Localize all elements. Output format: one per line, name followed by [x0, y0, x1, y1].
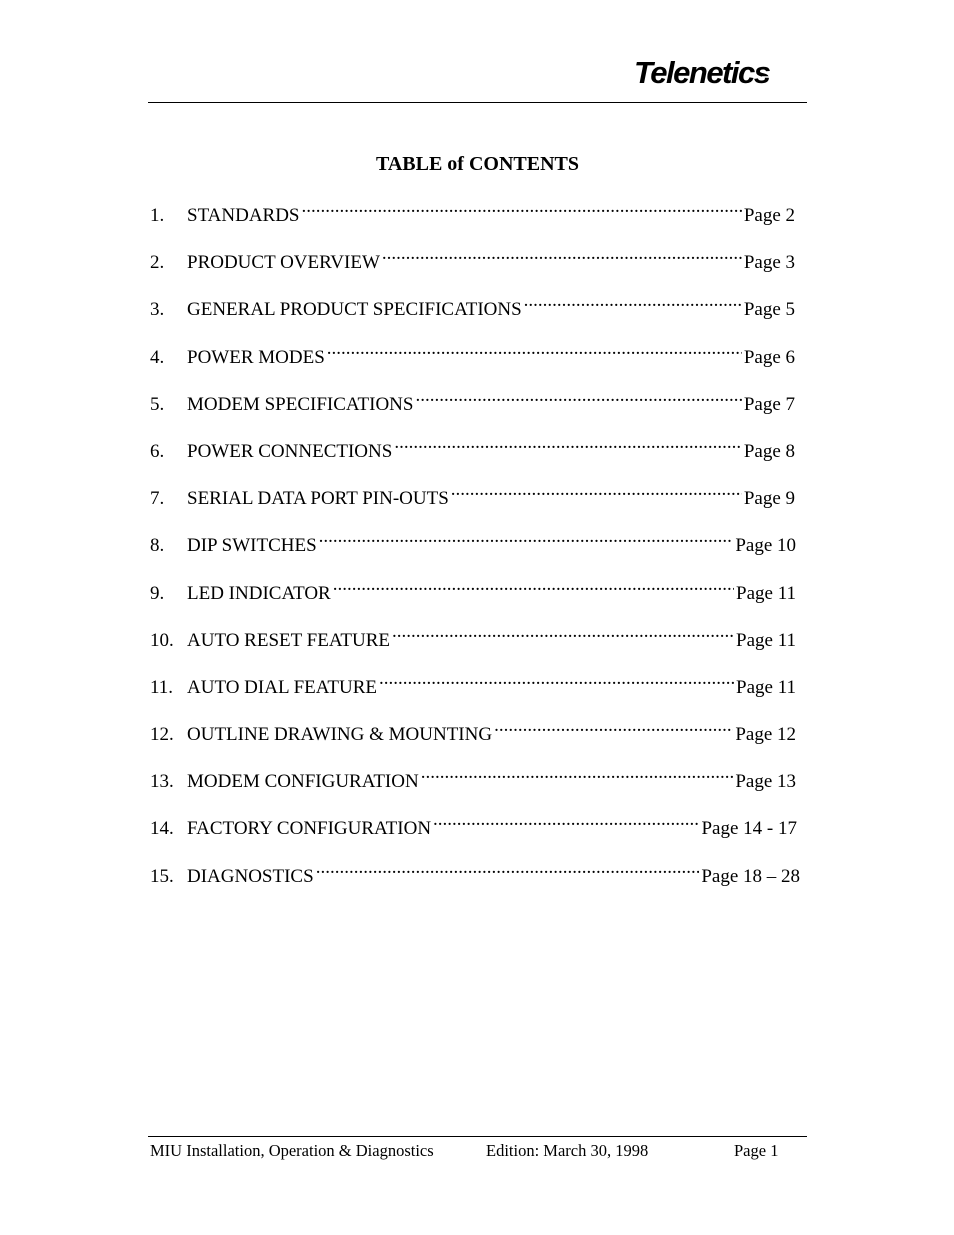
toc-entry-number: 9. [150, 582, 165, 604]
logo-wordmark-text: Telenetics [634, 55, 770, 90]
toc-dot-leader [392, 437, 742, 457]
toc-entry-dip-switches[interactable] [150, 531, 810, 578]
toc-dot-leader [413, 390, 741, 410]
toc-entry-number: 13. [150, 771, 174, 793]
footer-document-title: MIU Installation, Operation & Diagnostics [150, 1141, 434, 1160]
toc-entry-page: Page 2 [743, 205, 795, 226]
toc-dot-leader [492, 720, 733, 740]
toc-dot-leader [419, 767, 734, 787]
footer-page-number: Page 1 [734, 1141, 779, 1160]
toc-entry-number: 7. [150, 488, 165, 510]
toc-entry-label: AUTO DIAL FEATURE [187, 676, 377, 698]
toc-entry-page: Page 11 [736, 676, 796, 698]
toc-entry-page: Page 5 [743, 299, 795, 321]
toc-entry-label: GENERAL PRODUCT SPECIFICATIONS [187, 299, 522, 321]
toc-entry-page: Page 11 [736, 582, 796, 604]
toc-entry-power-connections[interactable] [150, 437, 810, 484]
toc-entry-label: POWER MODES [187, 346, 325, 368]
toc-dot-leader [390, 626, 734, 646]
toc-dot-leader [317, 531, 734, 551]
toc-entry-page: Page 13 [735, 771, 796, 793]
toc-entry-label: OUTLINE DRAWING & MOUNTING [187, 724, 493, 746]
toc-dot-leader [325, 343, 742, 363]
toc-entry-page: Page 11 [736, 629, 796, 651]
toc-entry-page: Page 14 - 17 [701, 818, 797, 840]
toc-entry-auto-reset-feature[interactable] [150, 626, 810, 673]
toc-dot-leader [449, 484, 742, 504]
toc-entry-label: PRODUCT OVERVIEW [187, 252, 380, 274]
toc-dot-leader [377, 673, 734, 693]
toc-entry-number: 11. [150, 676, 174, 698]
toc-entry-number: 15. [150, 865, 174, 887]
toc-entry-serial-data-port-pin-outs[interactable] [150, 484, 810, 531]
toc-entry-page: Page 9 [743, 488, 795, 510]
toc-entry-modem-configuration[interactable] [150, 767, 810, 814]
footer-edition: Edition: March 30, 1998 [486, 1141, 649, 1160]
toc-entry-label: LED INDICATOR [187, 582, 331, 604]
toc-entry-number: 6. [150, 440, 165, 462]
toc-entry-number: 1. [150, 205, 165, 226]
toc-entry-number: 10. [150, 629, 174, 651]
toc-entry-page: Page 7 [743, 393, 795, 415]
toc-entry-page: Page 8 [743, 440, 795, 462]
toc-entry-factory-configuration[interactable] [150, 814, 810, 861]
toc-entry-page: Page 6 [743, 346, 795, 368]
toc-entry-number: 5. [150, 393, 165, 415]
telenetics-wordmark-icon [630, 52, 805, 92]
toc-entry-number: 4. [150, 346, 165, 368]
toc-dot-leader [522, 295, 742, 315]
toc-entry-label: MODEM CONFIGURATION [187, 771, 419, 793]
toc-entry-number: 12. [150, 724, 174, 746]
toc-entry-led-indicator[interactable] [150, 579, 810, 626]
toc-entry-page: Page 18 – 28 [701, 865, 800, 887]
header-divider [148, 102, 807, 103]
toc-entry-page: Page 3 [743, 252, 795, 274]
toc-dot-leader [331, 579, 734, 599]
toc-list [150, 201, 810, 909]
toc-entry-label: POWER CONNECTIONS [187, 440, 393, 462]
toc-entry-modem-specifications[interactable] [150, 390, 810, 437]
toc-entry-label: AUTO RESET FEATURE [187, 629, 391, 651]
toc-entry-number: 3. [150, 299, 165, 321]
toc-entry-general-product-specifications[interactable] [150, 295, 810, 342]
toc-entry-number: 2. [150, 252, 165, 274]
toc-entry-page: Page 10 [735, 535, 796, 557]
toc-entry-auto-dial-feature[interactable] [150, 673, 810, 720]
toc-entry-number: 14. [150, 818, 174, 840]
toc-dot-leader [314, 862, 700, 882]
page-footer [150, 1140, 807, 1164]
toc-entry-standards[interactable] [150, 201, 810, 248]
toc-entry-number: 8. [150, 535, 165, 557]
toc-entry-outline-drawing-mounting[interactable] [150, 720, 810, 767]
toc-dot-leader [300, 201, 742, 221]
toc-entry-label: STANDARDS [187, 205, 300, 226]
toc-dot-leader [380, 248, 742, 268]
toc-dot-leader [431, 814, 699, 834]
telenetics-logo [630, 52, 805, 92]
toc-entry-page: Page 12 [735, 724, 796, 746]
toc-entry-diagnostics[interactable] [150, 862, 810, 909]
toc-entry-product-overview[interactable] [150, 248, 810, 295]
footer-divider [148, 1136, 807, 1137]
toc-entry-label: DIP SWITCHES [187, 535, 317, 557]
toc-entry-label: FACTORY CONFIGURATION [187, 818, 432, 840]
toc-title: TABLE of CONTENTS [375, 153, 579, 175]
toc-entry-power-modes[interactable] [150, 343, 810, 390]
toc-entry-label: DIAGNOSTICS [187, 865, 314, 887]
toc-entry-label: MODEM SPECIFICATIONS [187, 393, 414, 415]
toc-entry-label: SERIAL DATA PORT PIN-OUTS [187, 488, 449, 510]
